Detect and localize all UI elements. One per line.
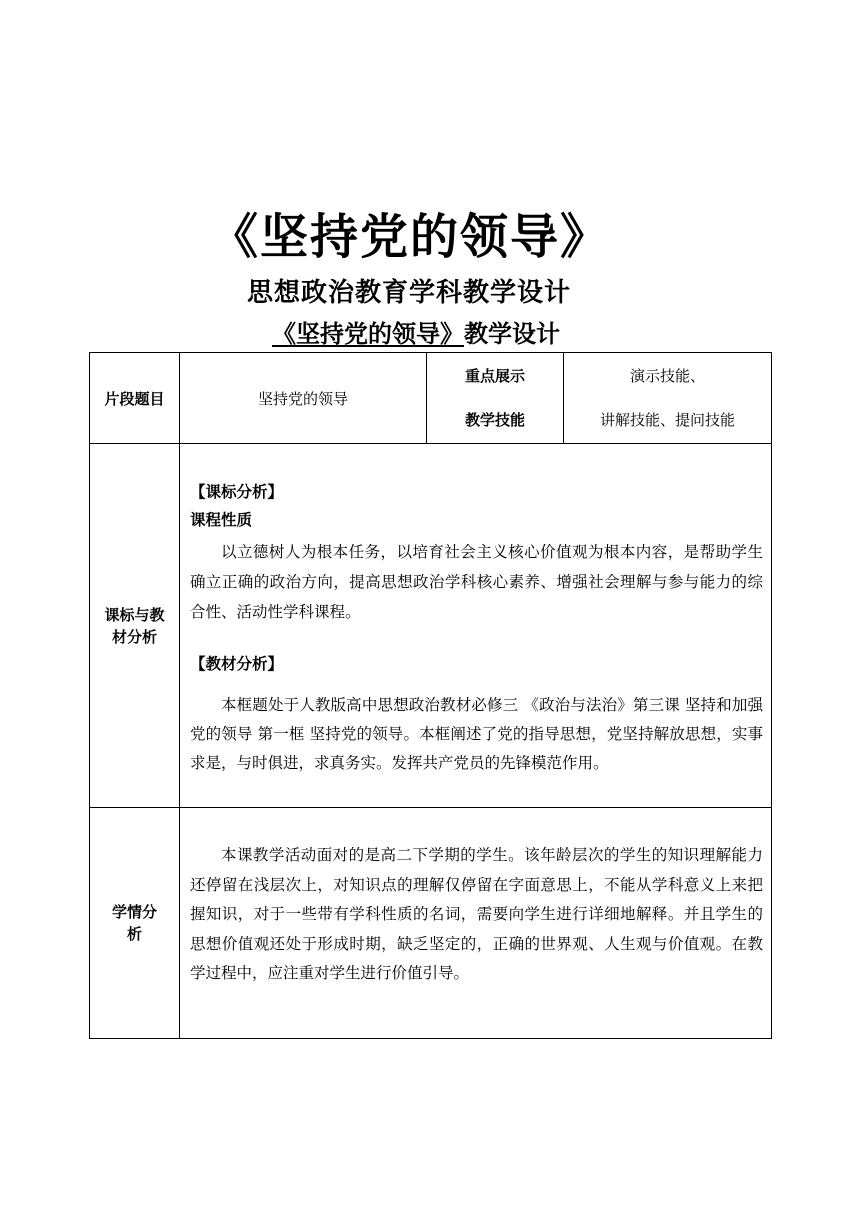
topic-label: 片段题目: [90, 353, 180, 444]
analysis-content: [180, 444, 772, 808]
course-nature-heading: 课程性质: [190, 511, 253, 529]
main-title: 《坚持党的领导》: [209, 209, 610, 265]
course-nature-text: 以立德树人为根本任务，以培育社会主义核心价值观为根本内容，是帮助学生确立正确的政治方向，提高思想政治学科核心素养、增强社会理解与参与能力的综合性、活动性学科课程。: [190, 543, 763, 621]
skill-value: [564, 353, 772, 444]
topic-value: 坚持党的领导: [180, 353, 427, 444]
analysis-label: [90, 444, 180, 808]
students-text: 本课教学活动面对的是高二下学期的学生。该年龄层次的学生的知识理解能力还停留在浅层次上，对知识点的理解仅停留在字面意思上，不能从学科意义上来把握知识，对于一些带有学科性质的名词，需要向学生进行详细地解释。并且学生的思想价值观还处于形成时期，缺乏坚定的，正确的世界观、人生观与价值观。在教学过程中，应注重对学生进行价值引导。: [190, 846, 763, 982]
textbook-heading: 【教材分析】: [190, 655, 284, 673]
design-title-suffix: 教学设计: [464, 320, 560, 348]
skill-label: [427, 353, 564, 444]
students-label-line2: 析: [126, 925, 142, 943]
table-row-analysis: [90, 444, 772, 808]
table-row-students: [90, 808, 772, 1039]
table-row-topic: [90, 353, 772, 444]
students-label: [90, 808, 180, 1039]
design-title: [272, 314, 560, 349]
skill-value-line2: 讲解技能、提问技能: [599, 411, 735, 429]
analysis-label-line2: 材分析: [111, 627, 157, 646]
students-content: [180, 808, 772, 1039]
subtitle: 思想政治教育学科教学设计: [246, 278, 571, 308]
skill-value-line1: 演示技能、: [629, 367, 705, 385]
skill-label-line1: 重点展示: [464, 367, 525, 385]
curriculum-heading: 【课标分析】: [190, 483, 284, 501]
skill-label-line2: 教学技能: [464, 411, 525, 429]
lesson-design-table: [89, 352, 772, 1039]
analysis-label-line1: 课标与教: [104, 605, 165, 624]
students-label-line1: 学情分: [111, 903, 157, 921]
design-title-underlined: 《坚持党的领导》: [272, 320, 464, 348]
textbook-text: 本框题处于人教版高中思想政治教材必修三 《政治与法治》第三课 坚持和加强党的领导 第一框 坚持党的领导。本框阐述了党的指导思想，党坚持解放思想，实事求是，与时俱进，求真务实。发挥共产党员的先锋模范作用。: [190, 696, 763, 772]
